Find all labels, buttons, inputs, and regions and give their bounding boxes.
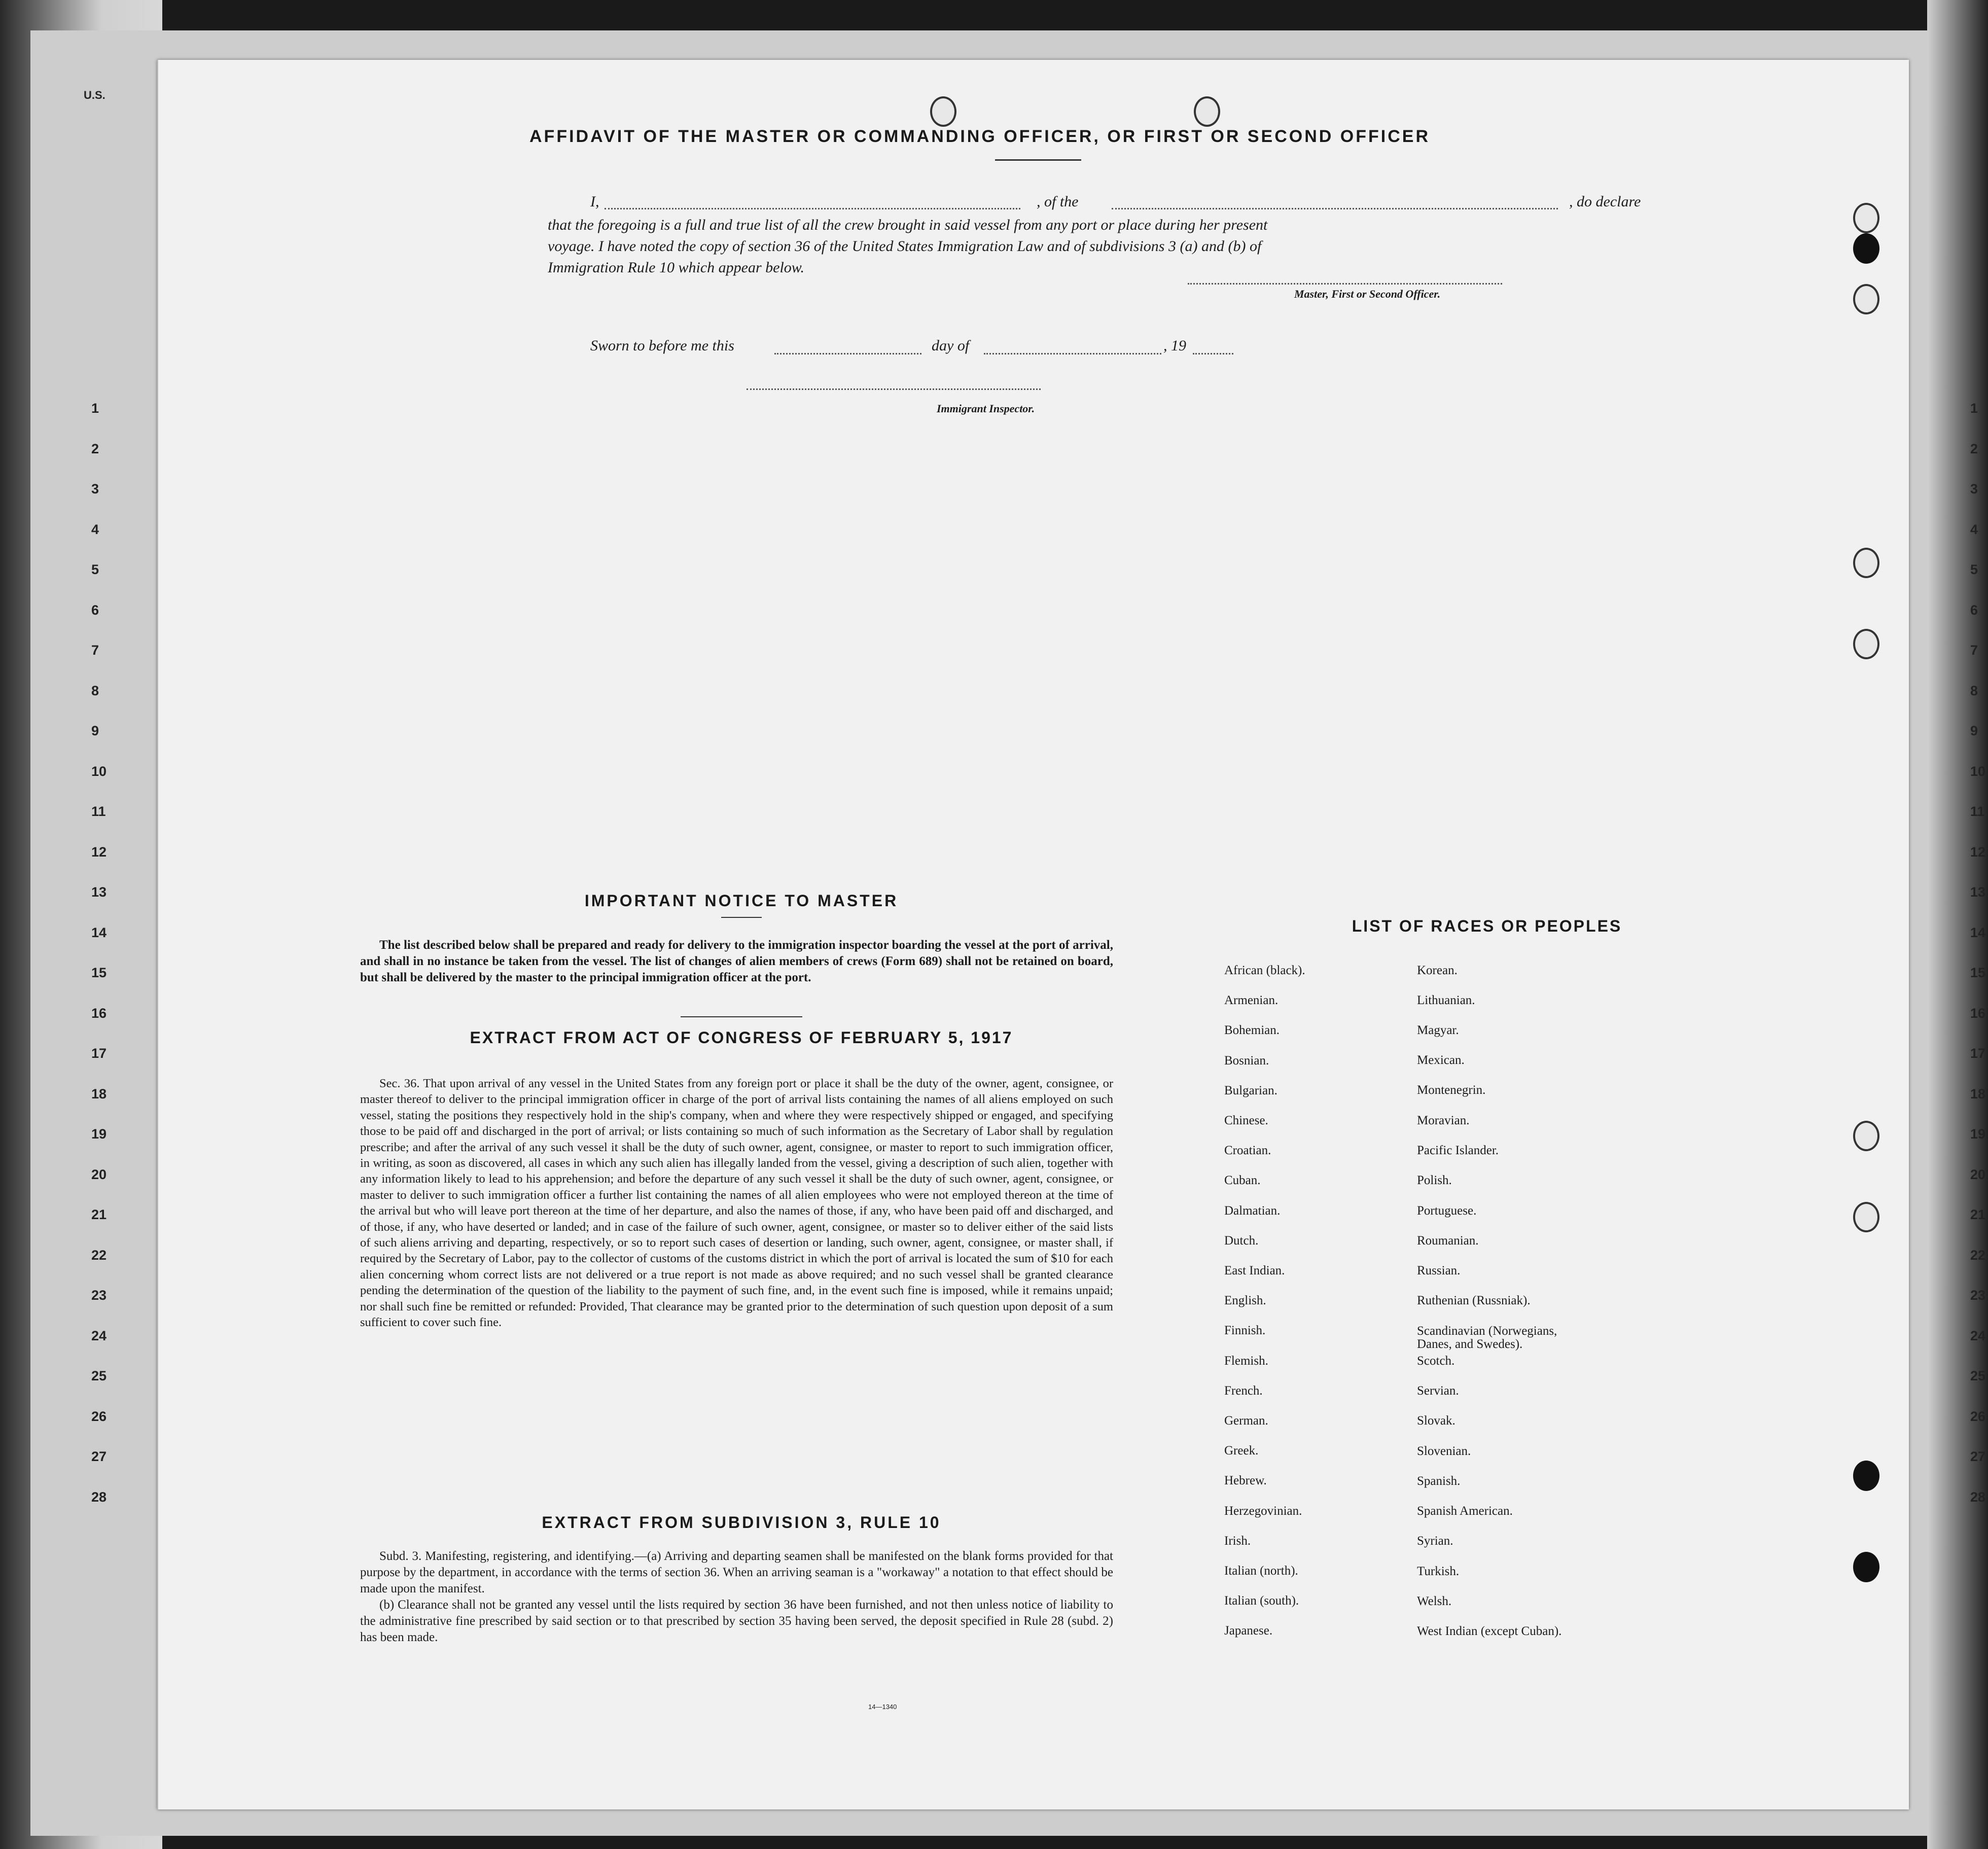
- statement-line-1: that the foregoing is a full and true list of all the crew brought in said vessel from any port or place during her present: [548, 217, 1268, 233]
- race-item: Dutch.: [1224, 1234, 1259, 1248]
- row-number: 17: [91, 1046, 107, 1061]
- row-number: 21: [91, 1207, 107, 1222]
- row-number: 22: [1970, 1247, 1986, 1263]
- race-item: Portuguese.: [1417, 1204, 1477, 1218]
- race-item: French.: [1224, 1384, 1263, 1398]
- rule-10-text: [360, 1548, 1113, 1646]
- row-number: 7: [91, 643, 99, 658]
- race-item: English.: [1224, 1294, 1266, 1307]
- punch-hole: [930, 96, 956, 127]
- row-number: 12: [1970, 844, 1986, 860]
- row-number: 6: [1970, 602, 1978, 618]
- row-number: 19: [1970, 1126, 1986, 1142]
- row-number: 6: [91, 602, 99, 618]
- of-the-label: , of the: [1037, 193, 1079, 210]
- row-number: 28: [1970, 1489, 1986, 1505]
- race-item: Finnish.: [1224, 1324, 1266, 1337]
- race-item: Spanish American.: [1417, 1504, 1513, 1518]
- race-item: West Indian (except Cuban).: [1417, 1624, 1562, 1638]
- row-number: 10: [1970, 763, 1986, 779]
- row-number: 2: [1970, 441, 1978, 456]
- year-field[interactable]: [1193, 353, 1233, 354]
- row-number: 9: [1970, 723, 1978, 738]
- extract-rule-title: EXTRACT FROM SUBDIVISION 3, RULE 10: [542, 1513, 941, 1532]
- row-number: 3: [1970, 481, 1978, 496]
- race-item: Italian (south).: [1224, 1594, 1299, 1608]
- document-page: [157, 60, 1909, 1809]
- row-number: 8: [1970, 683, 1978, 698]
- signature-line[interactable]: [1188, 283, 1502, 285]
- day-field[interactable]: [774, 353, 921, 354]
- year-label: , 19: [1163, 337, 1186, 354]
- row-number: 5: [1970, 562, 1978, 577]
- race-item: Turkish.: [1417, 1564, 1460, 1578]
- race-item: Spanish.: [1417, 1474, 1461, 1488]
- race-item: Servian.: [1417, 1384, 1459, 1398]
- race-item: Scandinavian (Norwegians,: [1417, 1324, 1557, 1338]
- punch-hole: [1853, 548, 1879, 578]
- row-number: 1: [91, 401, 99, 416]
- inspector-label: Immigrant Inspector.: [937, 402, 1035, 415]
- row-number: 13: [1970, 884, 1986, 900]
- row-number: 2: [91, 441, 99, 456]
- punch-hole: [1853, 284, 1879, 314]
- row-number: 21: [1970, 1207, 1986, 1222]
- punch-hole: [1853, 1202, 1879, 1232]
- row-number: 15: [1970, 965, 1986, 980]
- row-number: 17: [1970, 1046, 1986, 1061]
- title-rule: [995, 159, 1081, 161]
- row-number: 27: [91, 1449, 107, 1464]
- month-field[interactable]: [984, 353, 1161, 354]
- notice-paragraph: The list described below shall be prepared and ready for delivery to the immigration inspector boarding the vessel at the port of arrival, and shall in no instance be taken from the vessel. The list of changes of alien members of crews (Form 689) shall not be retained on board, but shall be delivered by the master to the principal immigration officer at the port.: [360, 938, 1113, 984]
- row-number: 26: [91, 1408, 107, 1424]
- race-item: Scotch.: [1417, 1354, 1455, 1368]
- row-number: 24: [91, 1328, 107, 1343]
- punch-hole: [1853, 1461, 1879, 1491]
- race-item: Slovenian.: [1417, 1444, 1471, 1458]
- race-item: Greek.: [1224, 1444, 1259, 1457]
- row-number: 5: [91, 562, 99, 577]
- race-item: Magyar.: [1417, 1023, 1459, 1037]
- punch-hole: [1853, 1121, 1879, 1151]
- race-item: Russian.: [1417, 1264, 1461, 1277]
- section-36-paragraph: Sec. 36. That upon arrival of any vessel in the United States from any foreign port or place it shall be the duty of the owner, agent, consignee, or master thereof to deliver to the principal immigration officer in charge of the port of arrival lists containing the names of all aliens employed on such vessel, stating the positions they respectively hold in the ship's company, when and where they were respectively shipped or engaged, and specifying those to be paid off and discharged in the port of arrival; or lists containing so much of such information as the Secretary of Labor shall by regulation prescribe; and after the arrival of any such vessel it shall be the duty of such owner, agent, consignee, or master to report to such immigration officer, in writing, as soon as discovered, all cases in which any such alien has illegally landed from the vessel, giving a description of such alien, together with any information likely to lead to his apprehension; and before the departure of any such vessel it shall be the duty of such owner, agent, consignee, or master to deliver to such immigration officer a further list containing the names of all alien employees who were not employed thereon at the time of the arrival but who will leave port thereon at the time of her departure, and also the names of those, if any, who have been paid off and discharged, and of those, if any, who have deserted or landed; and in case of the failure of such owner, agent, consignee, or master so to deliver either of the said lists of such aliens arriving and departing, respectively, or so to report such cases of desertion or landing, such owner, agent, consignee, or master shall, if required by the Secretary of Labor, pay to the collector of customs of the customs district in which the port of arrival is located the sum of $10 for each alien concerning whom correct lists are not delivered or a true report is not made as above required; and no such vessel shall be granted clearance pending the determination of the question of the liability to the payment of such fine, and, in the event such fine is imposed, while it remains unpaid; nor shall such fine be remitted or refunded: Provided, That clearance may be granted prior to the determination of such question upon deposit of a sum sufficient to cover such fine.: [360, 1077, 1113, 1330]
- row-number: 10: [91, 763, 107, 779]
- race-item: Cuban.: [1224, 1174, 1261, 1187]
- row-number: 18: [1970, 1086, 1986, 1101]
- affidavit-title: AFFIDAVIT OF THE MASTER OR COMMANDING OFFICER, OR FIRST OR SECOND OFFICER: [529, 127, 1430, 146]
- row-number: 7: [1970, 643, 1978, 658]
- row-number: 14: [91, 924, 107, 940]
- race-item: Bulgarian.: [1224, 1084, 1277, 1097]
- row-number: 28: [91, 1489, 107, 1505]
- row-number: 23: [1970, 1288, 1986, 1303]
- row-number: 9: [91, 723, 99, 738]
- race-item: Japanese.: [1224, 1624, 1273, 1638]
- name-field[interactable]: [605, 208, 1020, 209]
- row-number: 16: [1970, 1005, 1986, 1021]
- race-item: Armenian.: [1224, 993, 1279, 1007]
- edge-label: U.S.: [84, 89, 105, 101]
- inspector-signature-line[interactable]: [747, 388, 1041, 390]
- race-item: Lithuanian.: [1417, 993, 1475, 1007]
- race-item: Syrian.: [1417, 1534, 1453, 1548]
- race-item: African (black).: [1224, 964, 1305, 977]
- row-number: 20: [1970, 1166, 1986, 1182]
- race-item: Chinese.: [1224, 1114, 1268, 1127]
- row-number: 11: [91, 804, 106, 819]
- race-item: Polish.: [1417, 1174, 1452, 1187]
- notice-text: [360, 937, 1113, 986]
- row-number: 8: [91, 683, 99, 698]
- signature-label: Master, First or Second Officer.: [1294, 288, 1441, 300]
- race-item: Herzegovinian.: [1224, 1504, 1302, 1518]
- race-item: Montenegrin.: [1417, 1083, 1486, 1097]
- race-item: Hebrew.: [1224, 1474, 1267, 1487]
- extract-act-title: EXTRACT FROM ACT OF CONGRESS OF FEBRUARY 5, 1917: [470, 1028, 1013, 1047]
- race-item: Italian (north).: [1224, 1564, 1298, 1578]
- notice-title: IMPORTANT NOTICE TO MASTER: [584, 892, 899, 910]
- day-of-label: day of: [932, 337, 970, 354]
- row-number: 12: [91, 844, 107, 860]
- row-number: 19: [91, 1126, 107, 1142]
- statement-line-2: voyage. I have noted the copy of section 36 of the United States Immigration Law and of subdivisions 3 (a) and (b) of: [548, 238, 1262, 255]
- row-number: 24: [1970, 1328, 1986, 1343]
- race-item: Korean.: [1417, 964, 1458, 977]
- row-number: 23: [91, 1288, 107, 1303]
- form-number: 14—1340: [868, 1703, 897, 1711]
- section-36-text: [360, 1076, 1113, 1331]
- race-item: Croatian.: [1224, 1144, 1271, 1157]
- race-item: Ruthenian (Russniak).: [1417, 1294, 1531, 1307]
- race-item: Slovak.: [1417, 1414, 1456, 1428]
- race-item: Dalmatian.: [1224, 1204, 1281, 1218]
- row-number: 4: [91, 521, 99, 537]
- row-number: 27: [1970, 1449, 1986, 1464]
- row-number: 11: [1970, 804, 1985, 819]
- row-number: 22: [91, 1247, 107, 1263]
- notice-rule: [721, 917, 762, 918]
- statement-line-3: Immigration Rule 10 which appear below.: [548, 259, 805, 276]
- row-number: 20: [91, 1166, 107, 1182]
- race-item: Roumanian.: [1417, 1234, 1479, 1248]
- sworn-label: Sworn to before me this: [590, 337, 734, 354]
- row-number: 4: [1970, 521, 1978, 537]
- i-label: I,: [590, 193, 599, 210]
- race-item: Mexican.: [1417, 1053, 1465, 1067]
- do-declare-label: , do declare: [1569, 193, 1641, 210]
- row-number: 3: [91, 481, 99, 496]
- races-title: LIST OF RACES OR PEOPLES: [1352, 917, 1622, 935]
- race-item: Pacific Islander.: [1417, 1144, 1499, 1157]
- race-item: Welsh.: [1417, 1594, 1452, 1608]
- row-number: 25: [1970, 1368, 1986, 1383]
- row-number: 26: [1970, 1408, 1986, 1424]
- race-item: Bohemian.: [1224, 1023, 1280, 1037]
- race-item: Irish.: [1224, 1534, 1251, 1548]
- row-number: 13: [91, 884, 107, 900]
- rule-paragraph-b: (b) Clearance shall not be granted any vessel until the lists required by section 36 have been furnished, and not then unless notice of liability to the administrative fine prescribed by said section or to that prescribed by section 35 having been served, the deposit specified in Rule 28 (subd. 2) has been made.: [360, 1598, 1113, 1644]
- row-number: 15: [91, 965, 107, 980]
- punch-hole: [1853, 629, 1879, 659]
- punch-hole: [1194, 96, 1220, 127]
- race-item: German.: [1224, 1414, 1268, 1428]
- row-number: 18: [91, 1086, 107, 1101]
- row-number: 1: [1970, 401, 1978, 416]
- rule-paragraph-a: Subd. 3. Manifesting, registering, and identifying.—(a) Arriving and departing seamen shall be manifested on the blank forms provided for that purpose by the department, in accordance with the terms of section 36. When an arriving seaman is a "workaway" a notation to that effect should be made upon the manifest.: [360, 1549, 1113, 1595]
- race-item: Danes, and Swedes).: [1417, 1337, 1523, 1351]
- punch-hole: [1853, 233, 1879, 264]
- row-number: 14: [1970, 924, 1986, 940]
- section-divider: [681, 1016, 802, 1017]
- race-item: Bosnian.: [1224, 1054, 1269, 1068]
- row-number: 16: [91, 1005, 107, 1021]
- punch-hole: [1853, 203, 1879, 233]
- race-item: Moravian.: [1417, 1114, 1470, 1127]
- row-number: 25: [91, 1368, 107, 1383]
- vessel-field[interactable]: [1112, 208, 1558, 209]
- race-item: Flemish.: [1224, 1354, 1268, 1368]
- punch-hole: [1853, 1552, 1879, 1582]
- race-item: East Indian.: [1224, 1264, 1285, 1277]
